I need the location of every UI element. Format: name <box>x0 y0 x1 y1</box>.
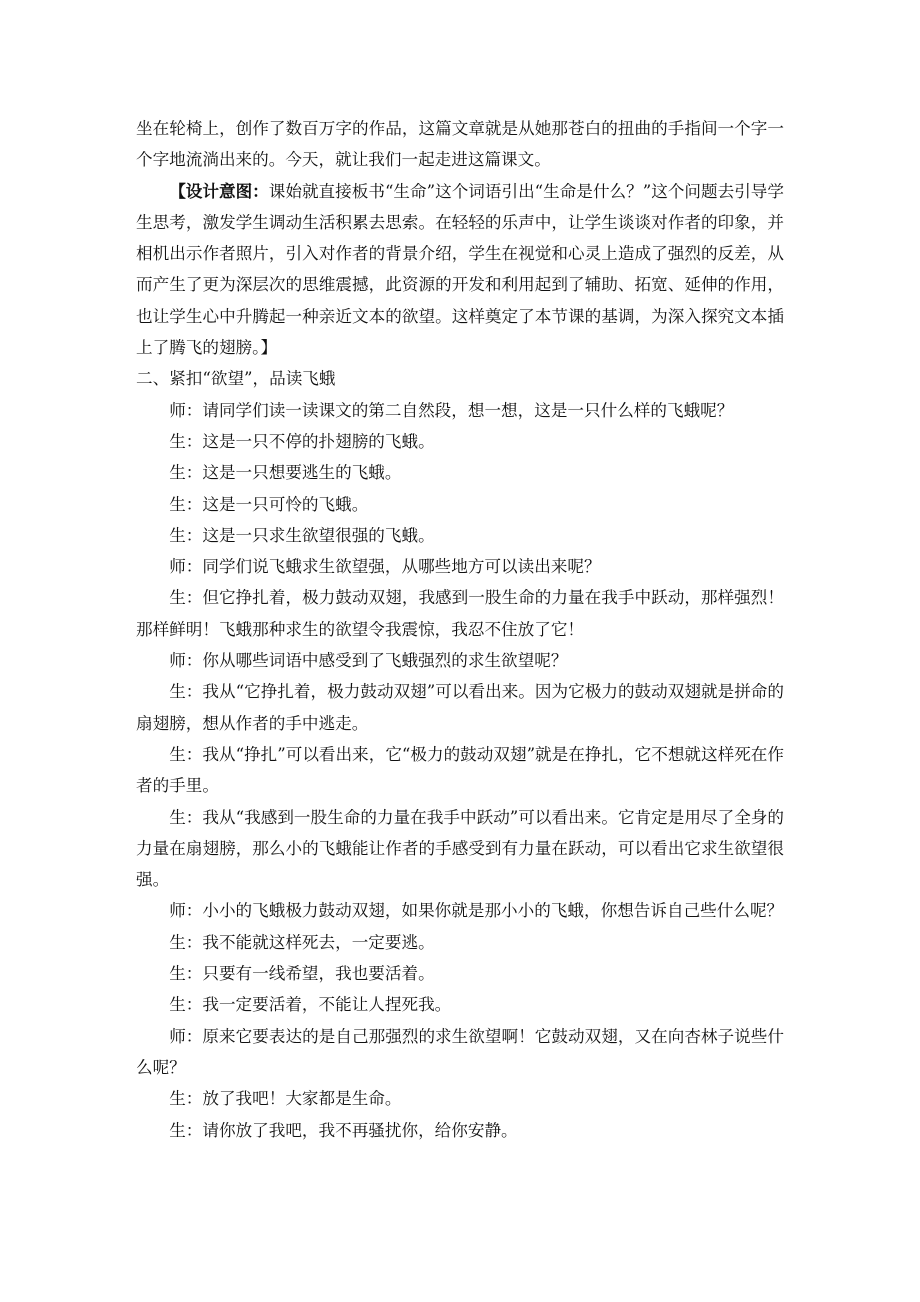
design-intent-label: 【设计意图： <box>169 180 269 201</box>
dialogue-line: 师：同学们说飞蛾求生欲望强，从哪些地方可以读出来呢？ <box>169 557 601 577</box>
dialogue-line: 生：这是一只不停的扑翅膀的飞蛾。 <box>169 431 435 451</box>
dialogue-line: 生：这是一只可怜的飞蛾。 <box>169 494 369 514</box>
design-intent-paragraph <box>136 176 784 364</box>
dialogue-line: 生：我一定要活着，不能让人捏死我。 <box>169 995 452 1015</box>
dialogue-line: 生：我不能就这样死去，一定要逃。 <box>169 932 435 952</box>
intro-paragraph: 坐在轮椅上，创作了数百万字的作品，这篇文章就是从她那苍白的扭曲的手指间一个字一个字地流淌出来的。今天，就让我们一起走进这篇课文。 <box>136 119 784 170</box>
dialogue-line: 生：只要有一线希望，我也要活着。 <box>169 964 435 984</box>
dialogue-line: 生：放了我吧！大家都是生命。 <box>169 1089 402 1109</box>
dialogue-line: 生：但它挣扎着，极力鼓动双翅，我感到一股生命的力量在我手中跃动，那样强烈！那样鲜明！飞蛾那种求生的欲望令我震惊，我忍不住放了它！ <box>136 588 784 639</box>
section-heading: 二、紧扣“欲望”，品读飞蛾 <box>136 369 336 389</box>
dialogue-line: 师：原来它要表达的是自己那强烈的求生欲望啊！它鼓动双翅，又在向杏林子说些什么呢？ <box>136 1026 784 1077</box>
design-intent-text: 课始就直接板书“生命”这个词语引出“生命是什么？”这个问题去引导学生思考，激发学生调动生活积累去思索。在轻轻的乐声中，让学生谈谈对作者的印象，并相机出示作者照片，引入对作者的背景介绍，学生在视觉和心灵上造成了强烈的反差，从而产生了更为深层次的思维震撼，此资源的开发和利用起到了辅助、拓宽、延伸的作用，也让学生心中升腾起一种亲近文本的欲望。这样奠定了本节课的基调，为深入探究文本插上了腾飞的翅膀。】 <box>136 181 784 358</box>
dialogue-line: 师：你从哪些词语中感受到了飞蛾强烈的求生欲望呢？ <box>169 651 568 671</box>
dialogue-line: 生：我从“挣扎”可以看出来，它“极力的鼓动双翅”就是在挣扎，它不想就这样死在作者的手里。 <box>136 744 784 796</box>
dialogue-line: 生：我从“我感到一股生命的力量在我手中跃动”可以看出来。它肯定是用尽了全身的力量在扇翅膀，那么小的飞蛾能让作者的手感受到有力量在跃动，可以看出它求生欲望很强。 <box>136 807 784 890</box>
dialogue-line: 生：这是一只求生欲望很强的飞蛾。 <box>169 525 435 545</box>
dialogue-line: 师：请同学们读一读课文的第二自然段，想一想，这是一只什么样的飞蛾呢？ <box>169 400 734 420</box>
dialogue-line: 师：小小的飞蛾极力鼓动双翅，如果你就是那小小的飞蛾，你想告诉自己些什么呢？ <box>169 901 784 921</box>
dialogue-line: 生：我从“它挣扎着，极力鼓动双翅”可以看出来。因为它极力的鼓动双翅就是拼命的扇翅膀，想从作者的手中逃走。 <box>136 682 784 733</box>
document-page <box>136 113 784 1146</box>
dialogue-line: 生：这是一只想要逃生的飞蛾。 <box>169 463 402 483</box>
dialogue-line: 生：请你放了我吧，我不再骚扰你，给你安静。 <box>169 1120 518 1140</box>
